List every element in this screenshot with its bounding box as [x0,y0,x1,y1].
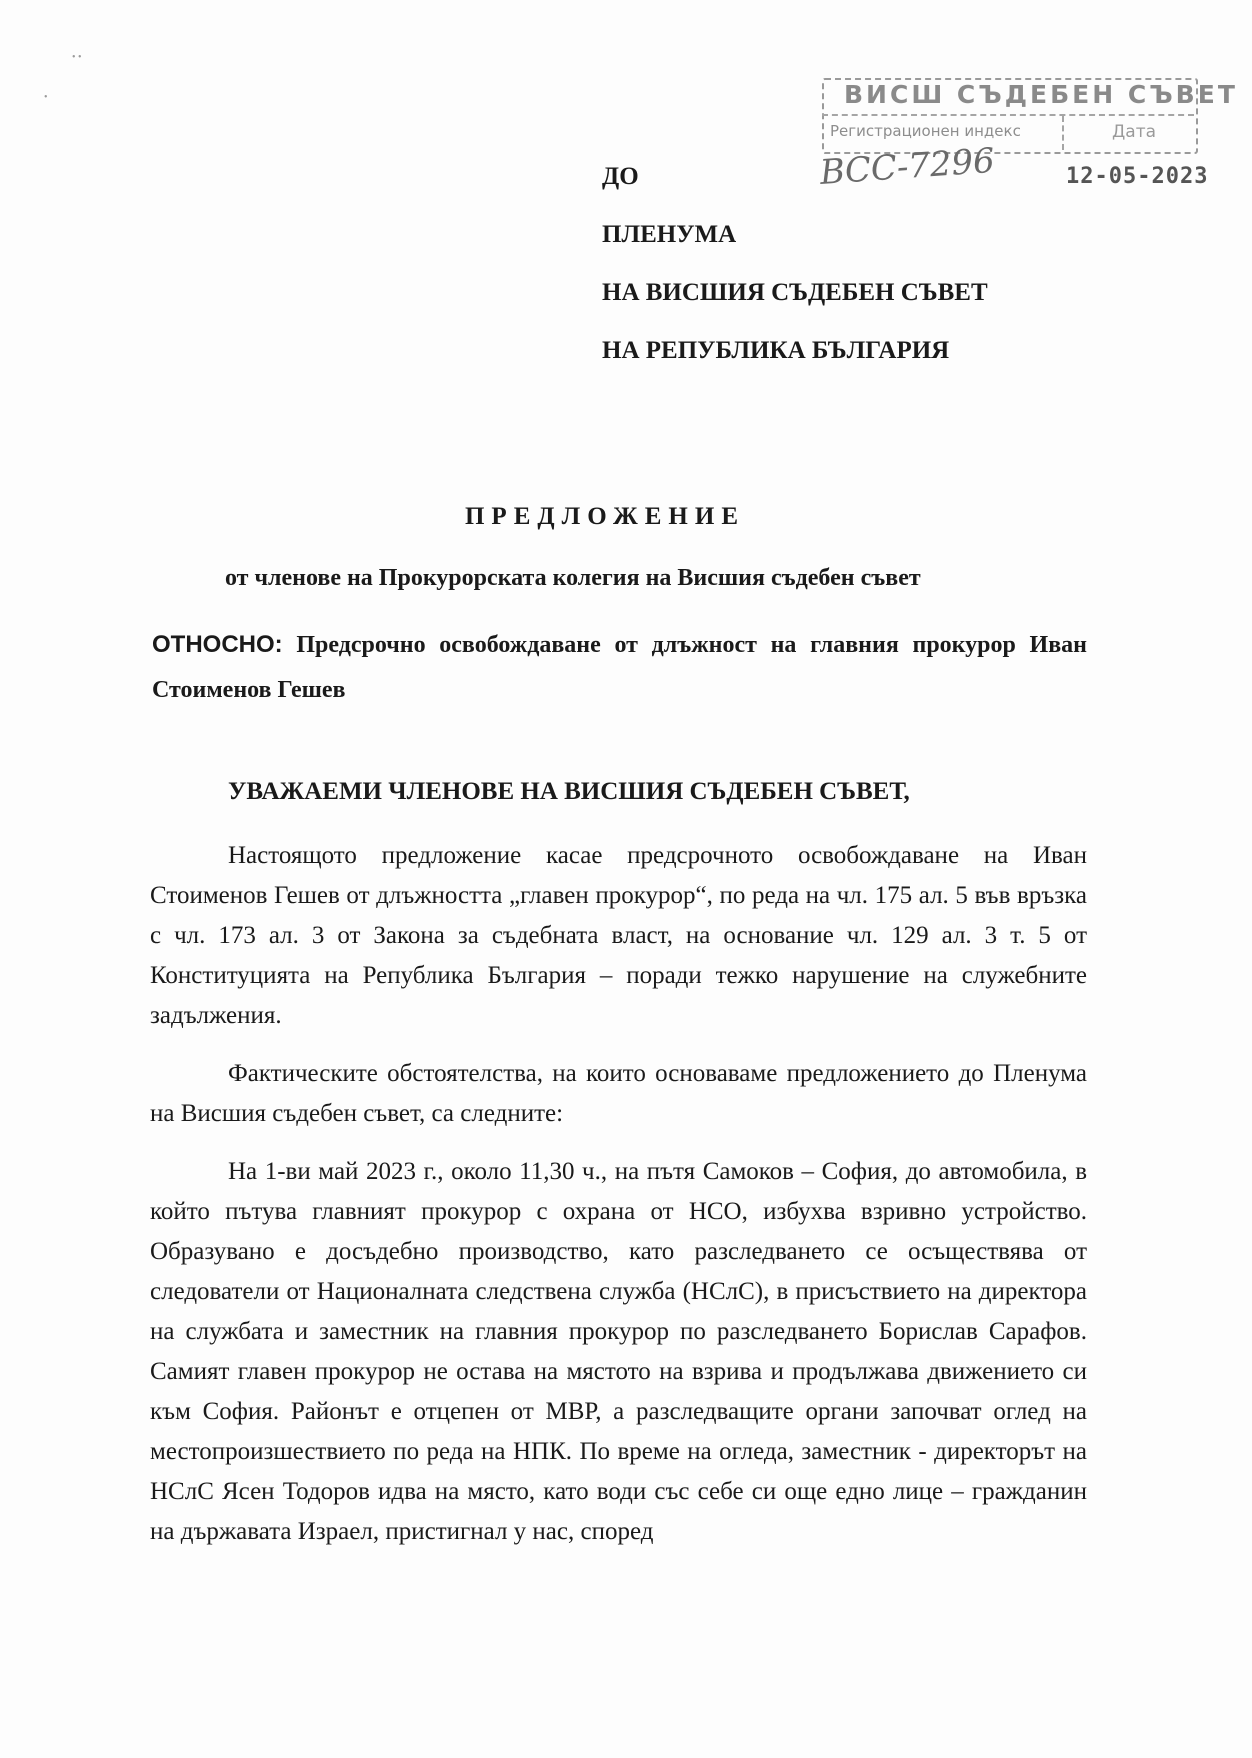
addressee-line: НА РЕПУБЛИКА БЪЛГАРИЯ [602,337,950,364]
registration-stamp [822,78,1238,154]
paragraph: Фактическите обстоятелства, на които основаваме предложението до Пленума на Висшия съдебен съвет, са следните: [150,1060,1087,1127]
subject-text: Предсрочно освобождаване от длъжност на главния прокурор Иван Стоименов Гешев [152,632,1088,703]
addressee-line: НА ВИСШИЯ СЪДЕБЕН СЪВЕТ [602,279,988,306]
stamp-title: ВИСШ СЪДЕБЕН СЪВЕТ [844,80,1238,109]
subject-line [152,622,1087,713]
addressee-block [602,148,988,380]
scan-speck: • • [72,52,82,63]
body-text [150,836,1087,1552]
scan-speck: • [44,92,48,103]
addressee-line: ДО [602,163,639,190]
document-subtitle: от членове на Прокурорската колегия на Висшия съдебен съвет [225,565,921,591]
stamp-index-value: ВСС-7296 [818,140,996,193]
subject-label: ОТНОСНО: [152,631,283,658]
stamp-divider [822,114,1194,116]
addressee-line: ПЛЕНУМА [602,221,737,248]
stamp-date-value: 12-05-2023 [1066,164,1209,189]
paragraph: На 1-ви май 2023 г., около 11,30 ч., на пътя Самоков – София, до автомобила, в който пътува главният прокурор с охрана от НСО, избухва взривно устройство. Образувано е досъдебно производство, като разследването се осъществява от следователи от Националната следствена служба (НСлС), в присъствието на директора на службата и заместник на главния прокурор по разследването Борислав Сарафов. Самият главен прокурор не остава на мястото на взрива и продължава движението си към София. Районът е отцепен от МВР, а разследващите органи започват оглед на местопроизшествието по реда на НПК. По време на огледа, заместник - директорът на НСлС Ясен Тодоров идва на място, като води със себе си още едно лице – гражданин на държавата Израел, пристигнал у нас, според [150,1158,1087,1545]
paragraph: Настоящото предложение касае предсрочното освобождаване на Иван Стоименов Гешев от длъжността „главен прокурор“, по реда на чл. 175 ал. 5 във връзка с чл. 173 ал. 3 от Закона за съдебната власт, на основание чл. 129 ал. 3 т. 5 от Конституцията на Република България – поради тежко нарушение на служебните задължения. [150,842,1087,1029]
document-title: ПРЕДЛОЖЕНИЕ [464,503,745,530]
stamp-index-label: Регистрационен индекс [830,122,1021,140]
stamp-divider [1062,116,1064,150]
salutation: УВАЖАЕМИ ЧЛЕНОВЕ НА ВИСШИЯ СЪДЕБЕН СЪВЕТ, [228,778,910,805]
stamp-date-label: Дата [1112,122,1157,142]
